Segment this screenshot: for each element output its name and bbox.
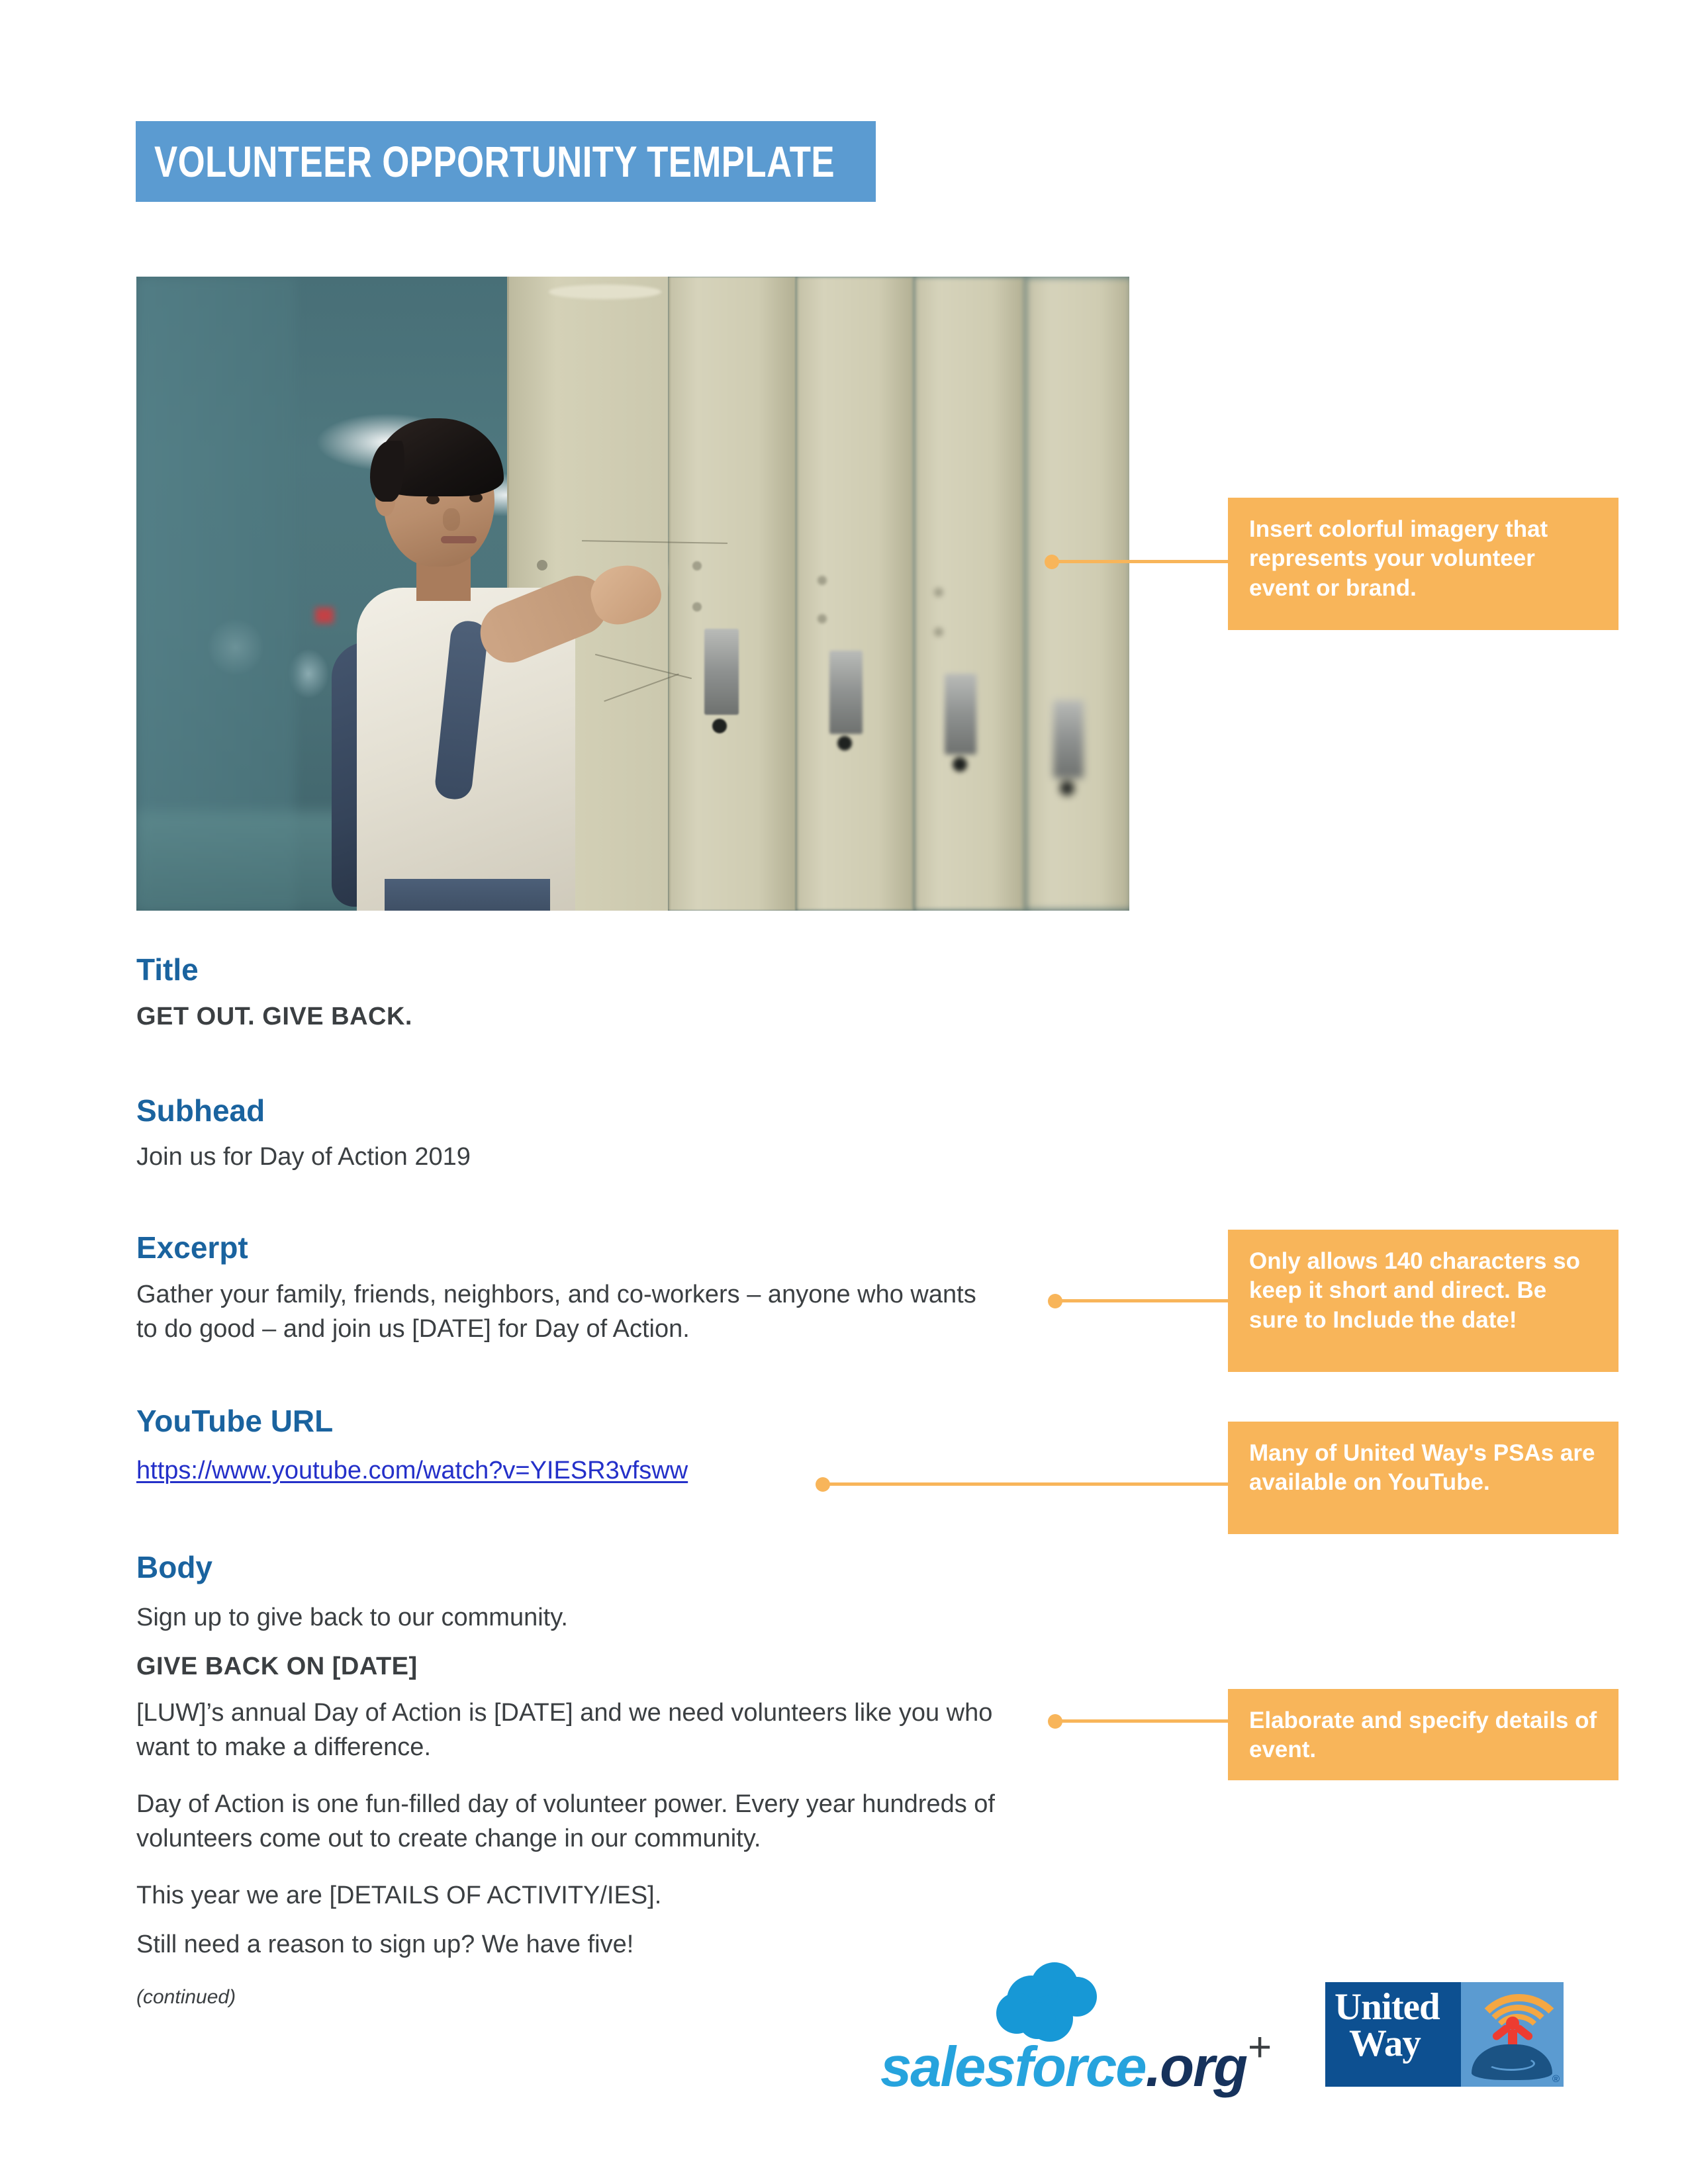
locker-vent — [818, 576, 827, 585]
locker-door — [796, 277, 914, 911]
footer-logos — [880, 1956, 1582, 2108]
callout-body-note: Elaborate and specify details of event. — [1228, 1689, 1618, 1780]
hand-detail-icon — [1487, 2056, 1535, 2071]
callout-leader-line — [1047, 560, 1233, 563]
callout-leader-dot — [1048, 1294, 1062, 1308]
title-value: GET OUT. GIVE BACK. — [136, 1003, 412, 1030]
locker-vent — [818, 614, 827, 623]
section-heading-body: Body — [136, 1550, 212, 1584]
united-way-line-2: Way — [1349, 2023, 1421, 2065]
locker-vent — [692, 561, 702, 570]
body-paragraph-4: Still need a reason to sign up? We have five! — [136, 1931, 634, 1958]
locker-knob — [712, 719, 727, 733]
locker-knob — [953, 757, 967, 772]
callout-leader-line — [1051, 1299, 1233, 1302]
cloud-icon — [996, 1962, 1099, 2040]
body-paragraph-2: Day of Action is one fun-filled day of volunteer power. Every year hundreds of volunteers come out to create change in our community. — [136, 1790, 995, 1853]
subhead-value: Join us for Day of Action 2019 — [136, 1143, 471, 1171]
callout-leader-dot — [1048, 1714, 1062, 1729]
united-way-symbol-block — [1461, 1982, 1564, 2087]
body-line-1: Sign up to give back to our community. — [136, 1604, 568, 1631]
section-heading-title: Title — [136, 952, 199, 987]
salesforce-wordmark — [880, 2036, 1247, 2099]
section-heading-subhead: Subhead — [136, 1093, 265, 1128]
page-title: VOLUNTEER OPPORTUNITY TEMPLATE — [154, 137, 835, 186]
salesforce-wordmark-tld: .org — [1145, 2036, 1247, 2099]
united-way-logo — [1325, 1982, 1564, 2087]
united-way-wordmark-block — [1325, 1982, 1461, 2087]
section-heading-youtube-url: YouTube URL — [136, 1404, 334, 1438]
callout-youtube-note: Many of United Way's PSAs are available on YouTube. — [1228, 1422, 1618, 1534]
eye — [426, 495, 440, 504]
united-way-wordmark — [1335, 1986, 1440, 2065]
callout-excerpt-note: Only allows 140 characters so keep it short and direct. Be sure to Include the date! — [1228, 1230, 1618, 1372]
locker-latch — [1053, 700, 1084, 778]
header-banner — [136, 121, 876, 202]
callout-leader-line — [818, 1482, 1233, 1486]
body-line-2: GIVE BACK ON [DATE] — [136, 1653, 418, 1680]
locker-latch — [945, 674, 976, 754]
hair-side — [370, 441, 404, 502]
locker-top-vent — [549, 285, 661, 299]
locker-vent — [934, 588, 943, 597]
registered-mark: ® — [1552, 2073, 1560, 2085]
locker-knob — [1060, 781, 1074, 796]
locker-door — [1025, 277, 1129, 911]
callout-leader-dot — [816, 1477, 830, 1492]
salesforce-org-logo — [880, 1956, 1247, 2105]
salesforce-wordmark-name: salesforce — [880, 2036, 1146, 2099]
locker-knob — [837, 736, 852, 751]
section-heading-excerpt: Excerpt — [136, 1230, 248, 1265]
callout-leader-line — [1051, 1719, 1233, 1723]
locker-latch — [704, 629, 739, 715]
locker-scratch — [604, 674, 679, 702]
youtube-url-link[interactable]: https://www.youtube.com/watch?v=YIESR3vfsww — [136, 1457, 688, 1484]
united-way-line-1: United — [1335, 1986, 1440, 2028]
excerpt-value: Gather your family, friends, neighbors, and co-workers – anyone who wants to do good – and join us [DATE] for Day of Action. — [136, 1281, 976, 1343]
nose — [443, 508, 460, 531]
plus-icon: + — [1248, 2025, 1272, 2070]
locker-door — [668, 277, 796, 911]
locker-latch — [829, 651, 863, 734]
body-paragraph-1: [LUW]’s annual Day of Action is [DATE] and we need volunteers like you who want to make a difference. — [136, 1699, 993, 1762]
callout-image-note: Insert colorful imagery that represents your volunteer event or brand. — [1228, 498, 1618, 630]
callout-leader-dot — [1045, 555, 1059, 569]
person-head-icon — [1506, 2017, 1519, 2030]
locker-vent — [692, 602, 702, 612]
continued-label: (continued) — [136, 1986, 236, 2008]
locker-door — [914, 277, 1025, 911]
student-figure — [305, 396, 590, 911]
mouth — [441, 536, 477, 543]
body-paragraph-3: This year we are [DETAILS OF ACTIVITY/IES]. — [136, 1882, 662, 1909]
locker-vent — [934, 627, 943, 637]
hero-photo — [136, 277, 1129, 911]
jeans — [385, 879, 550, 911]
